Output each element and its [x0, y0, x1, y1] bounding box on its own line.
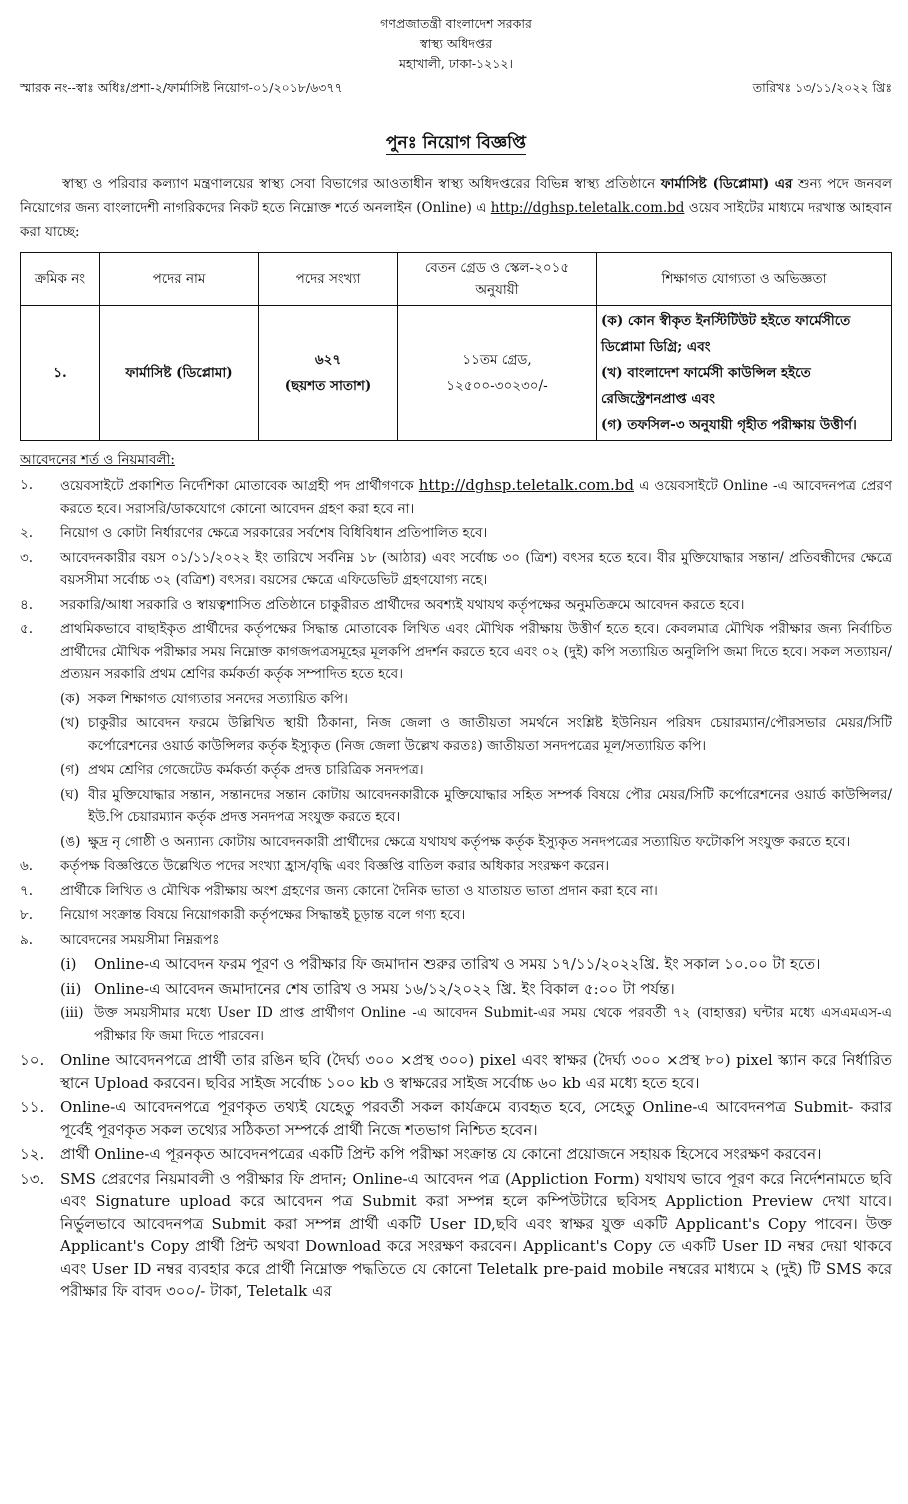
sub-item: (ক) সকল শিক্ষাগত যোগ্যতার সনদের সত্যায়িত কপি। [60, 690, 348, 707]
col-qualification: শিক্ষাগত যোগ্যতা ও অভিজ্ঞতা [597, 253, 892, 306]
department-name: স্বাস্থ্য অধিদপ্তর [419, 36, 493, 51]
list-item: ১১. Online-এ আবেদনপত্রে পূরণকৃত তথ্যই যেহেতু পরবর্তী সকল কার্যক্রমে ব্যবহৃত হবে, সেহেতু Online-এ আবেদনপত্র Submit- করার পূর্বেই পূরণকৃত সকল তথ্যের সঠিকতা সম্পর্কে প্রার্থী নিজে শতভাগ নিশ্চিত হবেন। [20, 1098, 892, 1139]
govt-name: গণপ্রজাতন্ত্রী বাংলাদেশ সরকার [380, 16, 532, 31]
col-serial: ক্রমিক নং [21, 253, 100, 306]
office-header [20, 14, 892, 74]
posts-table [20, 252, 892, 441]
notice-title: পুনঃ নিয়োগ বিজ্ঞপ্তি [386, 133, 526, 153]
sub-item: (ঘ) বীর মুক্তিযোদ্ধার সন্তান, সন্তানদের সন্তান কোটায় আবেদনকারীকে মুক্তিযোদ্ধার সহিত সম্পর্ক বিষয়ে পৌর মেয়র/সিটি কর্পোরেশনের ওয়ার্ড কাউন্সিলর/ইউ.পি চেয়ারম্যান কর্তৃক প্রদত্ত সনদপত্র সংযুক্ত করতে হবে। [60, 786, 892, 825]
table-header-row [21, 253, 892, 306]
list-item: ৬. কর্তৃপক্ষ বিজ্ঞপ্তিতে উল্লেখিত পদের সংখ্যা হ্রাস/বৃদ্ধি এবং বিজ্ঞপ্তি বাতিল করার অধিকার সংরক্ষণ করেন। [20, 858, 610, 874]
cell-pay-grade: ১১তম গ্রেড, ১২৫০০-৩০২৩০/- [398, 306, 597, 441]
sub-item: (খ) চাকুরীর আবেদন ফরমে উল্লিখিত স্থায়ী ঠিকানা, নিজ জেলা ও জাতীয়তা সমর্থনে সংশ্লিষ্ট ইউনিয়ন পরিষদ চেয়ারম্যান/পৌরসভার মেয়র/সিটি কর্পোরেশনের ওয়ার্ড কাউন্সিলর কর্তৃক ইস্যুকৃত (নিজ জেলা উল্লেখ করতঃ) জাতীয়তা সনদপত্রের মূল/সত্যায়িত কপি। [60, 715, 892, 754]
sub-item: (iii) উক্ত সময়সীমার মধ্যে User ID প্রাপ্ত প্রার্থীগণ Online -এ আবেদন Submit-এর সময় থেকে পরবর্তী ৭২ (বাহাত্তর) ঘন্টার মধ্যে এসএমএস-এ পরীক্ষার ফি জমা দিতে পারবেন। [60, 1005, 892, 1044]
list-item: ১২. প্রার্থী Online-এ পূরনকৃত আবেদনপত্রের একটি প্রিন্ট কপি পরীক্ষা সংক্রান্ত যে কোনো প্রয়োজনে সহায়ক হিসেবে সংরক্ষণ করবেন। [20, 1145, 822, 1163]
list-item: ১০. Online আবেদনপত্রে প্রার্থী তার রঙিন ছবি (দৈর্ঘ্য ৩০০ ×প্রস্থ ৩০০) pixel এবং স্বাক্ষর (দৈর্ঘ্য ৩০০ ×প্রস্থ ৮০) pixel স্ক্যান করে নির্ধারিত স্থানে Upload করবেন। ছবির সাইজ সর্বোচ্চ ১০০ kb ও স্বাক্ষরের সাইজ সর্বোচ্চ ৬০ kb এর মধ্যে হতে হবে। [20, 1051, 892, 1092]
memo-date: তারিখঃ ১৩/১১/২০২২ খ্রিঃ [752, 80, 892, 95]
office-address: মহাখালী, ঢাকা-১২১২। [398, 56, 514, 71]
rules-list [20, 474, 892, 1303]
list-item: ৩. আবেদনকারীর বয়স ০১/১১/২০২২ ইং তারিখে সর্বনিম্ন ১৮ (আঠার) এবং সর্বোচ্চ ৩০ (ত্রিশ) বৎসর হতে হবে। বীর মুক্তিযোদ্ধার সন্তান/ প্রতিবন্ধীদের ক্ষেত্রে বয়সসীমা সর্বোচ্চ ৩২ (বত্রিশ) বৎসর। বয়সের ক্ষেত্রে এফিডেভিট গ্রহণযোগ্য নহে। [20, 549, 892, 588]
cell-serial: ১. [21, 306, 100, 441]
memo-line [20, 80, 892, 100]
cell-post-count: ৬২৭ (ছয়শত সাতাশ) [259, 306, 398, 441]
col-post-name: পদের নাম [100, 253, 259, 306]
col-post-count: পদের সংখ্যা [259, 253, 398, 306]
memo-reference: স্মারক নং--স্বাঃ অধিঃ/প্রশা-২/ফার্মাসিষ্ট নিয়োগ-০১/২০১৮/৬৩৭৭ [20, 80, 343, 95]
cell-qualification: (ক) কোন স্বীকৃত ইনস্টিটিউট হইতে ফার্মেসীতে ডিপ্লোমা ডিগ্রি; এবং (খ) বাংলাদেশ ফার্মেসী কাউন্সিল হইতে রেজিস্ট্রেশনপ্রাপ্ত এবং (গ) তফসিল-৩ অনুযায়ী গৃহীত পরীক্ষায় উত্তীর্ণ। [597, 306, 892, 441]
table-row [21, 306, 892, 441]
sub-item: (ii) Online-এ আবেদন জমাদানের শেষ তারিখ ও সময় ১৬/১২/২০২২ খ্রি. ইং বিকাল ৫:০০ টা পর্যন্ত। [60, 979, 675, 998]
intro-paragraph: স্বাস্থ্য ও পরিবার কল্যাণ মন্ত্রণালয়ের স্বাস্থ্য সেবা বিভাগের আওতাধীন স্বাস্থ্য অধিদপ্তরের বিভিন্ন স্বাস্থ্য প্রতিষ্ঠানে ফার্মাসিষ্ট (ডিপ্লোমা) এর শুন্য পদে জনবল নিয়োগের জন্য বাংলাদেশী নাগরিকদের নিকট হতে নিম্নোক্ত শর্তে অনলাইন (Online) এ http://dghsp.teletalk.com.bd ওয়েব সাইটের মাধ্যমে দরখাস্ত আহবান করা যাচ্ছে: [20, 176, 893, 240]
sub-item: (গ) প্রথম শ্রেণির গেজেটেড কর্মকর্তা কর্তৃক প্রদত্ত চারিত্রিক সনদপত্র। [60, 762, 424, 778]
list-item: ৭. প্রার্থীকে লিখিত ও মৌখিক পরীক্ষায় অংশ গ্রহণের জন্য কোনো দৈনিক ভাতা ও যাতায়ত ভাতা প্রদান করা হবে না। [20, 882, 658, 899]
list-item: ৮. নিয়োগ সংক্রান্ত বিষয়ে নিয়োগকারী কর্তৃপক্ষের সিদ্ধান্তই চূড়ান্ত বলে গণ্য হবে। [20, 907, 466, 923]
intro-post-name: ফার্মাসিষ্ট (ডিপ্লোমা) [660, 176, 770, 192]
sub-item: (ঙ) ক্ষুদ্র নৃ গোষ্ঠী ও অন্যান্য কোটায় আবেদনকারী প্রার্থীদের ক্ষেত্রে যথাযথ কর্তৃপক্ষ কর্তৃক ইস্যুকৃত সনদপত্রের সত্যায়িত ফটোকপি সংযুক্ত করতে হবে। [60, 833, 851, 850]
intro-url-link[interactable]: http://dghsp.teletalk.com.bd [490, 200, 685, 216]
cell-post-name: ফার্মাসিষ্ট (ডিপ্লোমা) [100, 306, 259, 441]
list-item: ৪. সরকারি/আধা সরকারি ও স্বায়ত্বশাসিত প্রতিষ্ঠানে চাকুরীরত প্রার্থীদের অবশ্যই যথাযথ কর্তৃপক্ষের অনুমতিক্রমে আবেদন করতে হবে। [20, 596, 745, 613]
list-item: ৯. আবেদনের সময়সীমা নিম্নরূপঃ (i) Online-এ আবেদন ফরম পূরণ ও পরীক্ষার ফি জমাদান শুরুর তারিখ ও সময় ১৭/১১/২০২২খ্রি. ইং সকাল ১০.০০ টা হতে। (ii) Online-এ আবেদন জমাদানের শেষ তারিখ ও সময় ১৬/১২/২০২২ খ্রি. ইং বিকাল ৫:০০ টা পর্যন্ত। (iii) উক্ত সময়সীমার মধ্যে User ID প্রাপ্ত প্রার্থীগণ Online -এ আবেদন Submit-এর সময় থেকে পরবর্তী ৭২ (বাহাত্তর) ঘন্টার মধ্যে এসএমএস-এ পরীক্ষার ফি জমা দিতে পারবেন। [20, 929, 892, 1048]
conditions-title: আবেদনের শর্ত ও নিয়মাবলী: [20, 452, 175, 468]
rule-url-link[interactable]: http://dghsp.teletalk.com.bd [418, 476, 634, 494]
list-item: ১৩. SMS প্রেরণের নিয়মাবলী ও পরীক্ষার ফি প্রদান; Online-এ আবেদন পত্র (Appliction Form) যথাযথ ভাবে পূরণ করে নির্দেশনামতে ছবি এবং Signature upload করে আবেদন পত্র Submit করা সম্পন্ন হলে কম্পিউটারে ছবিসহ Appliction Preview দেখা যাবে। নির্ভুলভাবে আবেদনপত্র Submit করা সম্পন্ন প্রার্থী একটি User ID,ছবি এবং স্বাক্ষর যুক্ত একটি Applicant's Copy পাবেন। উক্ত Applicant's Copy প্রার্থী প্রিন্ট অথবা Download করে সংরক্ষণ করবেন। Applicant's Copy তে একটি User ID নম্বর দেয়া থাকবে এবং User ID নম্বর ব্যবহার করে প্রার্থী নিম্নোক্ত পদ্ধতিতে যে কোনো Teletalk pre-paid mobile নম্বরের মাধ্যমে ২ (দুই) টি SMS করে পরীক্ষার ফি বাবদ ৩০০/- টাকা, Teletalk এর [20, 1169, 892, 1300]
list-item: ১. ওয়েবসাইটে প্রকাশিত নির্দেশিকা মোতাবেক আগ্রহী পদ প্রার্থীগণকে http://dghsp.teletalk.com.bd এ ওয়েবসাইটে Online -এ আবেদনপত্র প্রেরণ করতে হবে। সরাসরি/ডাকযোগে কোনো আবেদন গ্রহণ করা হবে না। [20, 476, 893, 517]
sub-item: (i) Online-এ আবেদন ফরম পূরণ ও পরীক্ষার ফি জমাদান শুরুর তারিখ ও সময় ১৭/১১/২০২২খ্রি. ইং সকাল ১০.০০ টা হতে। [60, 955, 821, 973]
list-item: ২. নিয়োগ ও কোটা নির্ধারণের ক্ষেত্রে সরকারের সর্বশেষ বিধিবিধান প্রতিপালিত হবে। [20, 525, 488, 541]
col-pay-grade: বেতন গ্রেড ও স্কেল-২০১৫ অনুযায়ী [398, 253, 597, 306]
list-item: ৫. প্রাথমিকভাবে বাছাইকৃত প্রার্থীদের কর্তৃপক্ষের সিদ্ধান্ত মোতাবেক লিখিত এবং মৌখিক পরীক্ষায় উত্তীর্ণ হতে হবে। কেবলমাত্র মৌখিক পরীক্ষার জন্য নির্বাচিত প্রার্থীদের মৌখিক পরীক্ষার সময় নিম্নোক্ত কাগজপত্রসমূহের মূলকপি প্রদর্শন করতে হবে এবং ০২ (দুই) কপি সত্যায়িত অনুলিপি জমা দিতে হবে। সকল সত্যায়ন/প্রত্যয়ন সরকারি প্রথম শ্রেণির কর্মকর্তা কর্তৃক সম্পাদিত হতে হবে। (ক) সকল শিক্ষাগত যোগ্যতার সনদের সত্যায়িত কপি। (খ) চাকুরীর আবেদন ফরমে উল্লিখিত স্থায়ী ঠিকানা, নিজ জেলা ও জাতীয়তা সমর্থনে সংশ্লিষ্ট ইউনিয়ন পরিষদ চেয়ারম্যান/পৌরসভার মেয়র/সিটি কর্পোরেশনের ওয়ার্ড কাউন্সিলর কর্তৃক ইস্যুকৃত (নিজ জেলা উল্লেখ করতঃ) জাতীয়তা সনদপত্রের মূল/সত্যায়িত কপি। (গ) প্রথম শ্রেণির গেজেটেড কর্মকর্তা কর্তৃক প্রদত্ত চারিত্রিক সনদপত্র। (ঘ) বীর মুক্তিযোদ্ধার সন্তান, সন্তানদের সন্তান কোটায় আবেদনকারীকে মুক্তিযোদ্ধার সহিত সম্পর্ক বিষয়ে পৌর মেয়র/সিটি কর্পোরেশনের ওয়ার্ড কাউন্সিলর/ইউ.পি চেয়ারম্যান কর্তৃক প্রদত্ত সনদপত্র সংযুক্ত করতে হবে। (ঙ) ক্ষুদ্র নৃ গোষ্ঠী ও অন্যান্য কোটায় আবেদনকারী প্রার্থীদের ক্ষেত্রে যথাযথ কর্তৃপক্ষ কর্তৃক ইস্যুকৃত সনদপত্রের সত্যায়িত ফটোকপি সংযুক্ত করতে হবে। [20, 618, 892, 853]
